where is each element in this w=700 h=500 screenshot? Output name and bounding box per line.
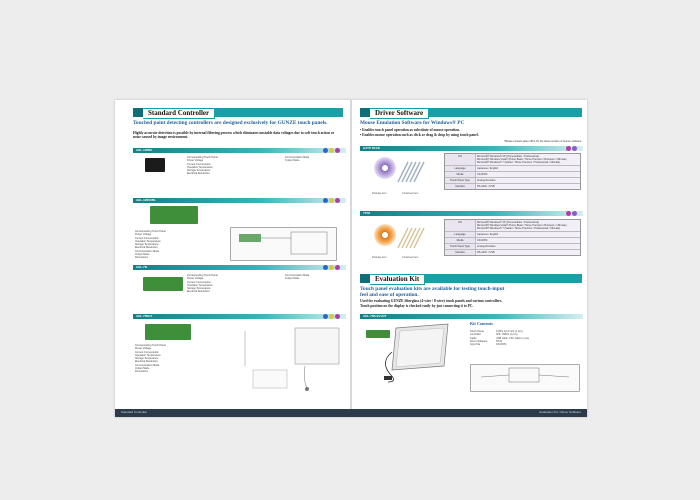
cd-rom-image <box>374 224 396 246</box>
headline: Touched point detecting controllers are designed exclusively for GUNZE touch panels. <box>133 120 328 126</box>
pack-bar-2 <box>360 211 583 216</box>
driver-table-1: OS Microsoft® Windows® XP (Home Edition / Professional) Microsoft® Windows Vista® (Home Basic / Home Premium / Business / Ultimate) Microsoft® Windows® 7 (Starter / Home Premium / Professional / Ultimate) Language Japanese / English Media CD-ROM Touch Panel Type Analog Resistive Interface RS-232C / USB <box>444 153 581 190</box>
kit-label: AHL-7N5-EV-KIT <box>363 314 387 318</box>
contained-caption: Contained Item <box>402 192 419 195</box>
controller-board-image <box>150 206 198 224</box>
cable-pack-image <box>396 226 426 250</box>
section-header-evaluation-kit <box>360 274 582 283</box>
eval-headline: Touch panel evaluation kits are available for testing touch-input feel and ease of operation. <box>360 286 505 298</box>
spec-list-3: Corresponding Touch Panel Power Voltage Current Consumption Operation Temperature Storage Temperature Electrical Resolution <box>187 274 218 294</box>
touch-panel-diagram <box>235 326 345 396</box>
driver-bullet-1: • Enables touch panel operation as substitute of mouse operation. <box>360 128 460 132</box>
controller-board-image <box>143 277 183 291</box>
spec-list-1: Corresponding Touch Panel Power Voltage Current Consumption Operation Temperature Storage Temperature Electrical Resolution <box>187 156 218 176</box>
package-caption: Package Item <box>372 256 387 259</box>
eval-line-1: Used for evaluating GUNZE fiberglass (4-wire / 8-wire) touch panels and various controllers. <box>360 299 503 303</box>
product-label: AHL-120UN5L <box>136 198 157 202</box>
pack-label: TP32 <box>363 211 371 215</box>
product-label: AHL-7N <box>136 265 147 269</box>
driver-table-2: OS Microsoft® Windows® XP (Home Edition / Professional) Microsoft® Windows Vista® (Home Basic / Home Premium / Business / Ultimate) Microsoft® Windows® 7 (Starter / Home Premium / Professional / Ultimate) Language Japanese / English Media CD-ROM Touch Panel Type Analog Resistive Interface RS-232C / USB <box>444 219 581 256</box>
pack-label: GZTP PACK <box>363 146 381 150</box>
product-bar-1 <box>133 148 346 153</box>
driver-bullet-2: • Enables mouse operation such as click or drag & drop by using touch panel. <box>360 133 479 137</box>
spec-list-4: Corresponding Touch Panel Power Voltage Current Consumption Operation Temperature Storage Temperature Electrical Resolution Communication Mode Output Mode Dimensions <box>135 344 166 374</box>
cd-rom-image <box>374 157 396 179</box>
product-label: AHL-7N5L5 <box>136 314 153 318</box>
product-bar-4 <box>133 314 346 319</box>
kit-contents-list: Touch Panel 4-Wire 10.4 inch (1 pcs) Controller AHL-7N5L5 (1 pcs) Cable USB cable, FFC cable (1 pcs) Driver Software TP32 Input File CD-ROM <box>470 330 530 347</box>
kit-bar <box>360 314 583 319</box>
footer-right: Evaluation Kit / Driver Software <box>539 410 581 414</box>
section-header-standard-controller <box>133 108 343 117</box>
footer-left: Standard Controller <box>121 410 148 414</box>
package-caption: Package Item <box>372 192 387 195</box>
pack-bar-1 <box>360 146 583 151</box>
eval-line-2: Touch position on the display is checked easily by just connecting it to PC. <box>360 304 474 308</box>
section-title: Evaluation Kit <box>370 274 425 285</box>
connection-diagram <box>230 227 337 261</box>
driver-headline: Mouse Emulation Software for Windows® PC <box>360 120 465 126</box>
product-label: AHL-120N5 <box>136 148 153 152</box>
spec-list-1b: Communication Mode Output Mode <box>285 156 310 163</box>
contained-caption: Contained Item <box>402 256 419 259</box>
kit-panel-image <box>382 322 452 384</box>
spec-list-3b: Communication Mode Output Mode <box>285 274 310 281</box>
product-bar-3 <box>133 265 346 270</box>
kit-contents-title: Kit Contents <box>470 321 493 326</box>
brochure-spread <box>115 100 587 417</box>
spec-list-2: Corresponding Touch Panel Power Voltage Current Consumption Operation Temperature Storage Temperature Electrical Resolution Communication Mode Output Mode Dimensions <box>135 230 166 260</box>
right-page <box>352 100 587 409</box>
section-title: Standard Controller <box>143 108 215 119</box>
product-bar-2 <box>133 198 346 203</box>
intro-text: Highly accurate detection is possible by internal filtering process which eliminates unstable data voltages due to soft touch action or noise caused by image environment. <box>133 131 335 140</box>
controller-ic-image <box>145 158 165 172</box>
section-title: Driver Software <box>370 108 429 119</box>
section-header-driver-software <box>360 108 582 117</box>
driver-note: *Please contact sales office for the latest version of Gunze software. <box>503 140 582 143</box>
kit-connection-diagram <box>470 364 580 392</box>
cable-pack-image <box>396 160 426 184</box>
footer-bar <box>115 409 587 417</box>
left-page <box>115 100 350 409</box>
controller-board-image <box>145 324 191 340</box>
